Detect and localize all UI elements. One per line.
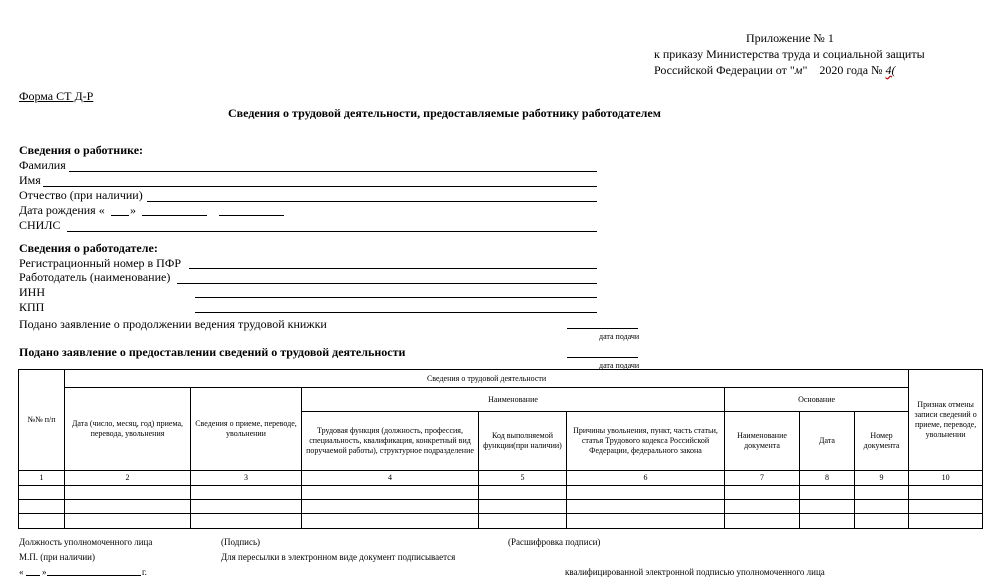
column-number: 10: [909, 471, 983, 486]
table-row: [19, 500, 983, 514]
activity-group-header: Сведения о трудовой деятельности: [65, 370, 909, 388]
column-number: 8: [800, 471, 855, 486]
appendix-line-1: Приложение № 1: [746, 31, 834, 45]
inn-label: ИНН: [19, 285, 45, 299]
name-label: Имя: [19, 173, 41, 187]
birth-month-line: [142, 215, 207, 216]
table-row: [19, 486, 983, 500]
appendix-line-3: Российской Федерации от "м" 2020 года № 4(: [654, 63, 896, 77]
stamp-caption: М.П. (при наличии): [19, 552, 95, 562]
birth-year-line: [219, 215, 284, 216]
table-row: [19, 514, 983, 529]
reg-number-line: [189, 268, 597, 269]
column-number: 6: [567, 471, 725, 486]
column-number: 4: [302, 471, 479, 486]
col-num-header: №№ п/п: [19, 370, 65, 471]
continue-book-date-caption: дата подачи: [599, 332, 640, 341]
employer-name-line: [177, 283, 597, 284]
date-day-line: [26, 575, 40, 576]
date-open-quote: «: [19, 567, 24, 577]
kpp-label: КПП: [19, 300, 45, 314]
column-number: 1: [19, 471, 65, 486]
form-name: Форма СТ Д-Р: [19, 89, 94, 103]
col-doc-date-header: Дата: [800, 412, 855, 471]
col-reasons-header: Причины увольнения, пункт, часть статьи, статья Трудового кодекса Российской Федерации, федерального закона: [567, 412, 725, 471]
position-caption: Должность уполномоченного лица: [19, 537, 153, 547]
naming-header: Наименование: [302, 388, 725, 412]
basis-header: Основание: [725, 388, 909, 412]
column-number: 5: [479, 471, 567, 486]
column-number-row: [19, 471, 983, 486]
decryption-caption: (Расшифровка подписи): [508, 537, 601, 547]
date-close-quote: »: [42, 567, 47, 577]
col-function-header: Трудовая функция (должность, профессия, специальность, квалификация, конкретный вид поручаемой работы), структурное подразделение: [302, 412, 479, 471]
column-number: 2: [65, 471, 191, 486]
snils-line: [67, 231, 597, 232]
patronymic-line: [147, 201, 597, 202]
work-activity-table: [18, 369, 983, 529]
column-number: 3: [191, 471, 302, 486]
continue-book-date-line: [567, 328, 638, 329]
birth-quote-close: »: [130, 203, 136, 217]
electronic-caption: Для пересылки в электронном виде документ подписывается: [221, 552, 456, 562]
reg-number-label: Регистрационный номер в ПФР: [19, 256, 181, 270]
provide-info-label: Подано заявление о предоставлении сведений о трудовой деятельности: [19, 345, 406, 359]
col-info-header: Сведения о приеме, переводе, увольнении: [191, 388, 302, 471]
name-line: [43, 186, 597, 187]
employer-heading: Сведения о работодателе:: [19, 241, 158, 255]
document-title: Сведения о трудовой деятельности, предоставляемые работнику работодателем: [228, 106, 661, 120]
birth-day-line: [111, 215, 129, 216]
qualified-signature-caption: квалифицированной электронной подписью уполномоченного лица: [565, 567, 825, 577]
column-number: 9: [855, 471, 909, 486]
col-doc-name-header: Наименование документа: [725, 412, 800, 471]
employer-name-label: Работодатель (наименование): [19, 270, 171, 284]
appendix-line-2: к приказу Министерства труда и социальной защиты: [654, 47, 925, 61]
kpp-line: [195, 312, 597, 313]
surname-label: Фамилия: [19, 158, 66, 172]
date-month-year-line: [47, 575, 141, 576]
col-code-header: Код выполняемой функции(при наличии): [479, 412, 567, 471]
provide-info-date-line: [567, 357, 638, 358]
surname-line: [69, 171, 597, 172]
patronymic-label: Отчество (при наличии): [19, 188, 143, 202]
column-number: 7: [725, 471, 800, 486]
col-cancel-header: Признак отмены записи сведений о приеме, переводе, увольнении: [909, 370, 983, 471]
signature-caption: (Подпись): [221, 537, 261, 547]
birth-date-label: Дата рождения «: [19, 203, 105, 217]
col-date-header: Дата (число, месяц, год) приема, перевода, увольнения: [65, 388, 191, 471]
col-doc-num-header: Номер документа: [855, 412, 909, 471]
inn-line: [195, 297, 597, 298]
employee-heading: Сведения о работнике:: [19, 143, 144, 157]
continue-book-label: Подано заявление о продолжении ведения трудовой книжки: [19, 317, 327, 331]
year-suffix: г.: [142, 567, 147, 577]
snils-label: СНИЛС: [19, 218, 61, 232]
provide-info-date-caption: дата подачи: [599, 361, 640, 370]
